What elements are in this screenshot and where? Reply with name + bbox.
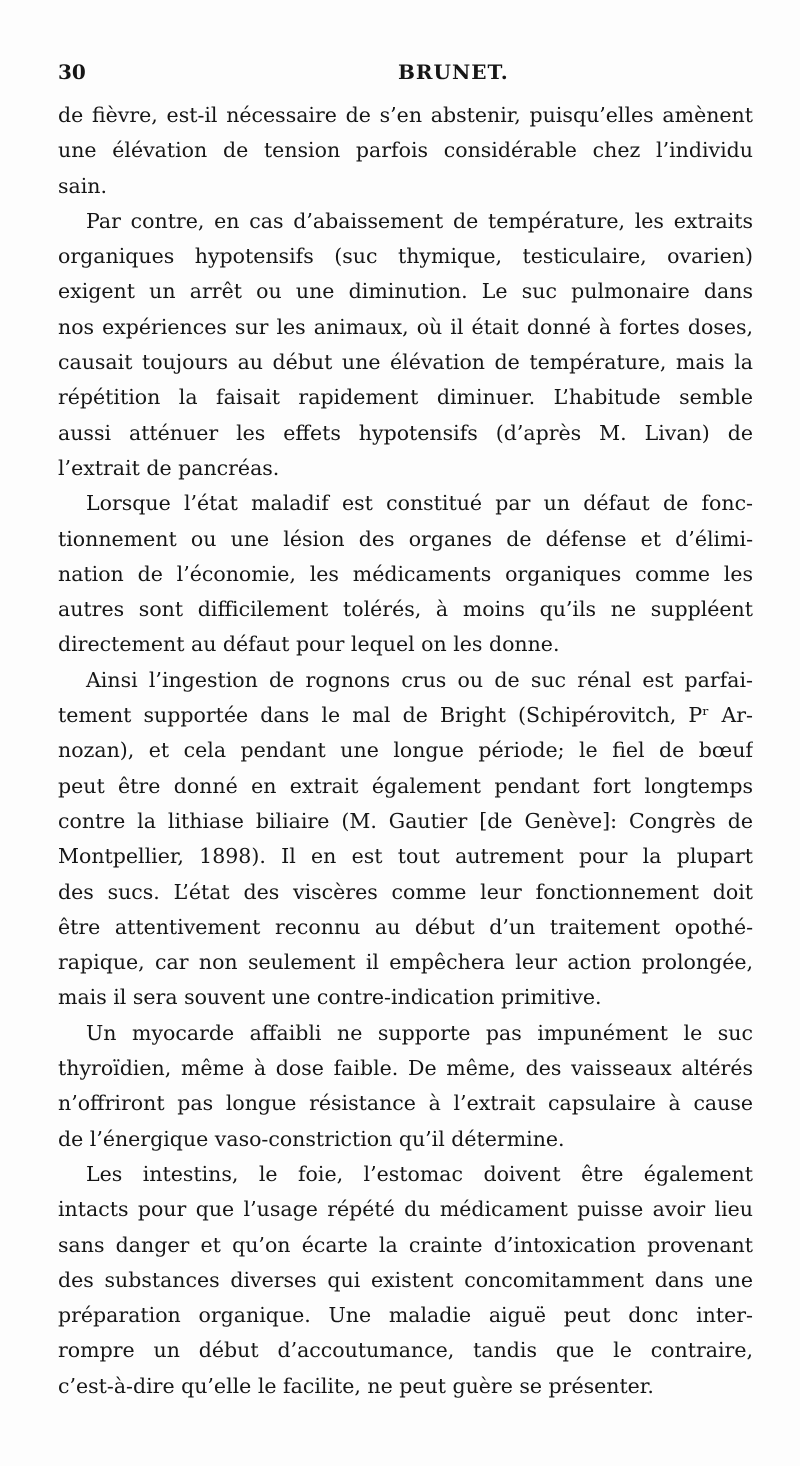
text-line: Lorsque l’état maladif est constitué par un défaut de fonc-	[86, 491, 753, 516]
text-line: organiques hypotensifs (suc thymique, testiculaire, ovarien)	[58, 244, 753, 269]
text-line: nos expériences sur les animaux, où il était donné à fortes doses,	[58, 314, 753, 339]
text-line: tionnement ou une lésion des organes de défense et d’élimi-	[58, 526, 753, 551]
text-line: directement au défaut pour lequel on les donne.	[58, 632, 560, 657]
running-title: BRUNET.	[398, 60, 509, 84]
text-line: des sucs. L’état des viscères comme leur fonctionnement doit	[58, 879, 753, 904]
text-line: de l’énergique vaso-constriction qu’il détermine.	[58, 1126, 565, 1151]
text-line: thyroïdien, même à dose faible. De même, des vaisseaux altérés	[58, 1056, 753, 1081]
text-line: préparation organique. Une maladie aiguë peut donc inter-	[58, 1303, 753, 1328]
text-line: intacts pour que l’usage répété du médicament puisse avoir lieu	[58, 1197, 753, 1222]
text-line: aussi atténuer les effets hypotensifs (d’après M. Livan) de	[58, 420, 753, 445]
text-line: rompre un début d’accoutumance, tandis que le contraire,	[58, 1338, 753, 1363]
text-line: exigent un arrêt ou une diminution. Le suc pulmonaire dans	[58, 279, 753, 304]
text-line: peut être donné en extrait également pendant fort longtemps	[58, 773, 753, 798]
text-line: sans danger et qu’on écarte la crainte d’intoxication provenant	[58, 1232, 753, 1257]
text-line: tement supportée dans le mal de Bright (Schipérovitch, Pʳ Ar-	[58, 703, 753, 728]
text-line: une élévation de tension parfois considérable chez l’individu	[58, 138, 753, 163]
text-line: Par contre, en cas d’abaissement de température, les extraits	[86, 208, 753, 233]
text-line: Ainsi l’ingestion de rognons crus ou de suc rénal est parfai-	[86, 667, 753, 692]
text-line: mais il sera souvent une contre-indication primitive.	[58, 985, 602, 1010]
text-line: sain.	[58, 173, 108, 198]
text-line: Un myocarde affaibli ne supporte pas impunément le suc	[86, 1020, 753, 1045]
text-line: c’est-à-dire qu’elle le facilite, ne peut guère se présenter.	[58, 1373, 654, 1398]
text-line: l’extrait de pancréas.	[58, 455, 280, 480]
text-line: nozan), et cela pendant une longue période; le fiel de bœuf	[58, 738, 753, 763]
text-line: rapique, car non seulement il empêchera leur action prolongée,	[58, 950, 753, 975]
text-line: de fièvre, est-il nécessaire de s’en abstenir, puisqu’elles amènent	[58, 103, 753, 127]
text-line: Montpellier, 1898). Il en est tout autrement pour la plupart	[58, 844, 753, 869]
text-line: Les intestins, le foie, l’estomac doivent être également	[86, 1161, 753, 1186]
text-line: autres sont difficilement tolérés, à moins qu’ils ne suppléent	[58, 597, 753, 622]
text-line: n’offriront pas longue résistance à l’extrait capsulaire à cause	[58, 1091, 753, 1116]
text-line: être attentivement reconnu au début d’un traitement opothé-	[58, 914, 753, 939]
text-line: répétition la faisait rapidement diminuer. L’habitude semble	[58, 385, 753, 410]
text-line: causait toujours au début une élévation de température, mais la	[58, 350, 753, 375]
text-line: contre la lithiase biliaire (M. Gautier [de Genève]: Congrès de	[58, 808, 753, 833]
page-header	[58, 60, 758, 90]
page-number: 30	[58, 60, 86, 84]
text-line: des substances diverses qui existent concomitamment dans une	[58, 1267, 753, 1292]
body-text	[58, 98, 753, 1404]
text-line: nation de l’économie, les médicaments organiques comme les	[58, 561, 753, 586]
